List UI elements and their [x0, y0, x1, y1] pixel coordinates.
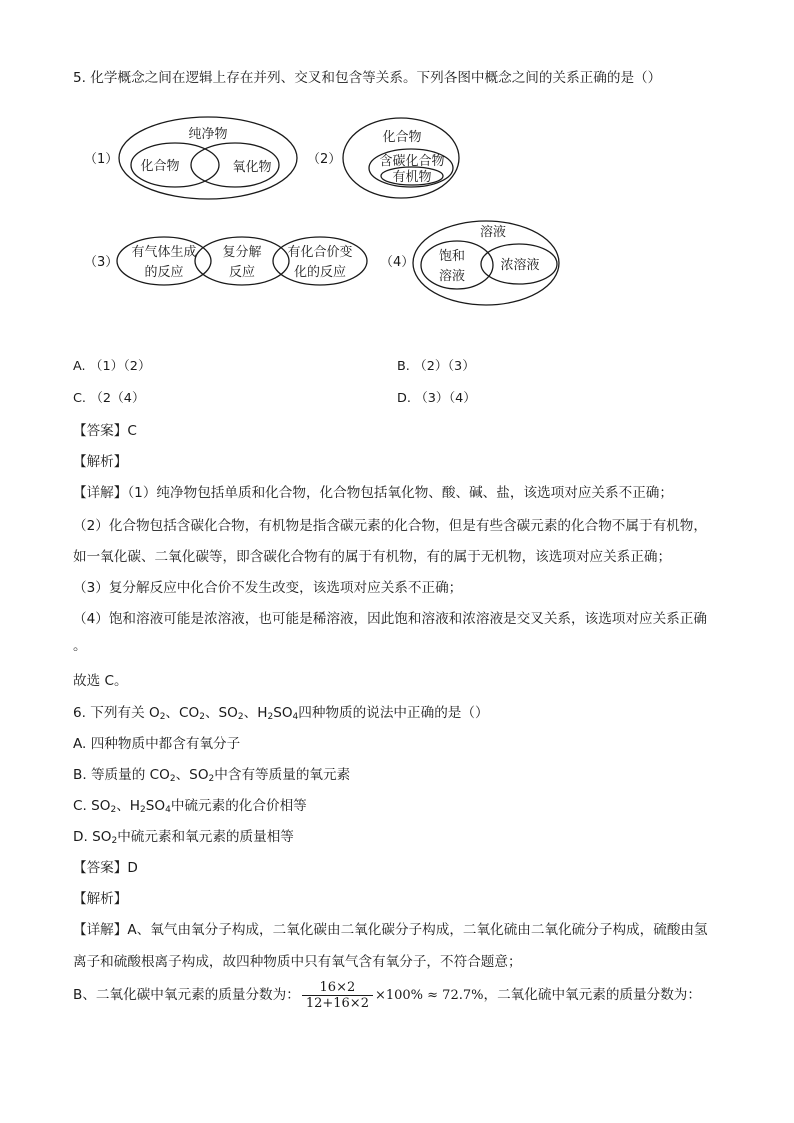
- subscript: 2: [199, 712, 205, 722]
- diagram-1-outer-text: 纯净物: [188, 127, 228, 142]
- q6-option-d-text: 中硫元素和氧元素的质量相等: [117, 829, 294, 845]
- q6-stem-text: 6. 下列有关 O: [73, 705, 160, 721]
- q6-detail-line-b: [73, 978, 701, 1013]
- q5-detail-line-4: （3）复分解反应中化合价不发生改变，该选项对应关系不正确；: [73, 580, 463, 596]
- q5-option-c: C. （2（4）: [73, 391, 145, 406]
- diagram-3-left-text-1: 有气体生成: [131, 245, 197, 260]
- q6-option-c-text: 中硫元素的化合价相等: [170, 798, 307, 814]
- q5-analysis-label: 【解析】: [73, 454, 128, 470]
- q6-detail-line-2: 离子和硫酸根离子构成，故四种物质中只有氧气含有氧分子，不符合题意；: [73, 954, 522, 970]
- diagram-4-left-text-2: 溶液: [438, 269, 466, 284]
- fraction-numerator: 16×2: [302, 980, 373, 996]
- q6-stem-text: 四种物质的说法中正确的是（）: [298, 705, 489, 721]
- diagram-3-middle-text-1: 复分解: [222, 245, 262, 260]
- q6-option-c-text: 、H: [116, 798, 141, 814]
- q5-answer: 【答案】C: [73, 423, 137, 439]
- percent-expression: ×100% ≈ 72.7%: [374, 988, 484, 1003]
- subscript: 4: [165, 805, 171, 815]
- q6-stem-text: 、H: [243, 705, 268, 721]
- diagram-1-left-text: 化合物: [140, 159, 180, 174]
- q5-detail-line-2: （2）化合物包括含碳化合物，有机物是指含碳元素的化合物，但是有些含碳元素的化合物不属于有机物，: [73, 518, 707, 534]
- q6-answer: 【答案】D: [73, 860, 138, 876]
- q6-option-b-text: 中含有等质量的氧元素: [214, 767, 351, 783]
- q5-detail-line-5: （4）饱和溶液可能是浓溶液，也可能是稀溶液，因此饱和溶液和浓溶液是交叉关系，该选项对应关系正确: [73, 611, 707, 627]
- q6-stem-text: 、CO: [165, 705, 200, 721]
- diagram-2-label: （2）: [307, 152, 342, 167]
- q6-option-c: [73, 797, 307, 815]
- diagram-4: [378, 216, 568, 308]
- diagram-3-right-text-1: 有化合价变: [287, 245, 353, 260]
- mass-fraction: [302, 980, 373, 1011]
- q5-detail-line-1: 【详解】（1）纯净物包括单质和化合物，化合物包括氧化物、酸、碱、盐，该选项对应关系不正确；: [73, 485, 673, 501]
- q6-option-b-text: B. 等质量的 CO: [73, 767, 170, 783]
- q5-detail-line-3: 如一氧化碳、二氧化碳等，即含碳化合物有的属于有机物，有的属于无机物，该选项对应关系正确；: [73, 549, 672, 565]
- diagram-3-right-text-2: 化的反应: [293, 265, 347, 280]
- q6-detail-b-text: ，二氧化硫中氧元素的质量分数为：: [483, 987, 701, 1003]
- q6-option-c-text: SO: [145, 798, 166, 814]
- subscript: 2: [237, 712, 244, 722]
- subscript: 2: [110, 805, 117, 815]
- q6-option-d-text: D. SO: [73, 829, 112, 845]
- subscript: 2: [159, 712, 166, 722]
- diagram-3: [80, 234, 380, 290]
- diagram-1: [78, 112, 308, 204]
- q6-stem-text: SO: [273, 705, 293, 721]
- subscript: 2: [267, 712, 274, 722]
- q6-detail-b-text: B、二氧化碳中氧元素的质量分数为：: [73, 987, 300, 1003]
- q6-analysis-label: 【解析】: [73, 891, 128, 907]
- subscript: 2: [140, 805, 146, 815]
- q5-option-b: B. （2）（3）: [397, 359, 475, 374]
- q6-option-c-text: C. SO: [73, 798, 111, 814]
- diagram-3-label: （3）: [84, 255, 119, 270]
- diagram-1-right-text: 氧化物: [232, 160, 272, 175]
- diagram-3-middle-text-2: 反应: [228, 265, 256, 280]
- fraction-denominator: 12+16×2: [305, 995, 369, 1011]
- diagram-4-right-text: 浓溶液: [500, 258, 540, 273]
- diagram-2-middle-text: 含碳化合物: [379, 154, 445, 169]
- q6-stem: [73, 704, 489, 722]
- q6-detail-line-1: 【详解】A、氧气由氧分子构成，二氧化碳由二氧化碳分子构成，二氧化硫由二氧化硫分子构成，硫酸由氢: [73, 922, 708, 938]
- q6-option-b-text: 、SO: [175, 767, 209, 783]
- diagram-4-left-text-1: 饱和: [438, 249, 466, 264]
- subscript: 2: [169, 774, 176, 784]
- diagram-3-left-text-2: 的反应: [144, 265, 184, 280]
- q5-option-a: A. （1）（2）: [73, 359, 151, 374]
- subscript: 2: [208, 774, 215, 784]
- q6-option-d: [73, 828, 294, 846]
- diagram-2-inner-text: 有机物: [392, 170, 432, 185]
- q6-stem-text: 、SO: [204, 705, 238, 721]
- q5-detail-line-6: 。: [73, 638, 87, 654]
- q6-option-b: [73, 766, 350, 784]
- subscript: 2: [111, 836, 118, 846]
- diagram-4-outer-text: 溶液: [479, 225, 507, 240]
- q5-option-d: D. （3）（4）: [397, 391, 477, 406]
- diagram-4-label: （4）: [380, 255, 415, 270]
- q6-option-a: A. 四种物质中都含有氧分子: [73, 736, 241, 752]
- q5-conclusion: 故选 C。: [73, 673, 128, 689]
- subscript: 4: [292, 712, 299, 722]
- q5-stem: 5. 化学概念之间在逻辑上存在并列、交叉和包含等关系。下列各图中概念之间的关系正确的是（）: [73, 70, 662, 86]
- diagram-2-outer-text: 化合物: [382, 130, 422, 145]
- diagram-1-label: （1）: [84, 152, 119, 167]
- diagram-2: [305, 112, 475, 204]
